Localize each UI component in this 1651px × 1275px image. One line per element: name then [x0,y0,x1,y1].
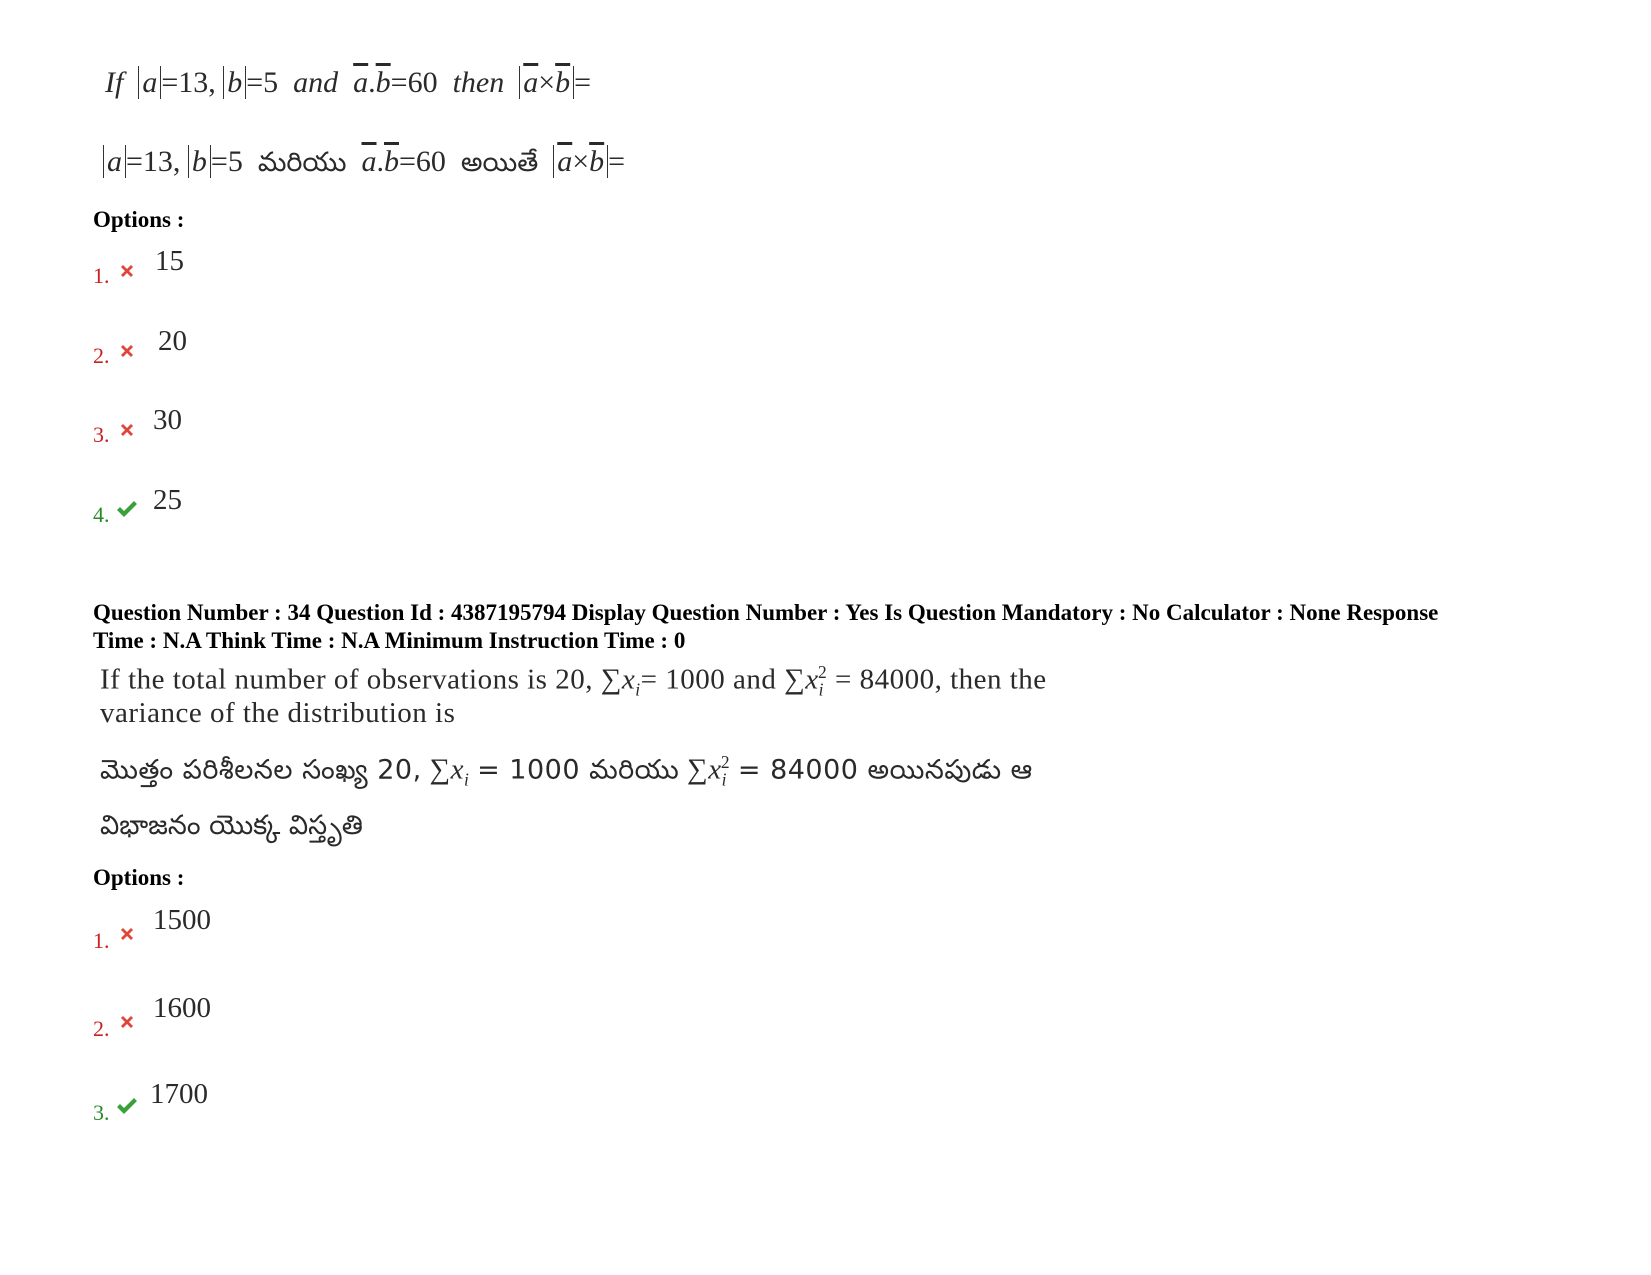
q33-en-dot-sep: . [368,66,376,99]
cross-icon [118,262,136,280]
q34-option-2-value: 1600 [153,992,211,1024]
q34-option-1-value: 1500 [153,904,211,936]
q34-te-x2: x [708,753,722,786]
q33-te-eq3: =60 [399,145,446,178]
q34-option-3-number: 3. [93,1100,110,1125]
q33-te-abs-a [103,145,126,178]
q33-en-eq1: =13, [161,66,216,99]
q33-en-abs-a [138,66,161,99]
q34-question-te-line1 [100,752,1033,793]
q33-en-abs-b [223,66,246,99]
q33-te-eq4: = [608,145,626,178]
q33-en-b: b [227,66,243,99]
q34-question-en-line1 [100,662,1047,700]
q33-en-then: then [452,66,505,99]
check-icon [116,500,138,518]
q34-te-i1: i [464,769,470,790]
q33-te-cross-b: $\overline{b}$ [589,145,605,178]
q33-options-label: Options : [93,207,185,232]
q34-en-sum1: ∑ [600,663,622,696]
q34-te-text-a: మొత్తం పరిశీలనల సంఖ్య 20, [100,754,422,786]
q34-te-i2: i [721,769,727,790]
q34-meta-line2: Time : N.A Think Time : N.A Minimum Instruction Time : 0 [93,628,686,653]
q33-en-and: and [293,66,339,99]
q34-question-te-line2: విభాజనం యొక్క విస్తృతి [100,810,363,841]
q33-en-dot-b: $\overline{b}$ [375,66,391,99]
q33-question-te [103,145,625,185]
q33-option-2-number: 2. [93,343,110,368]
q34-en-x2: x [805,663,819,696]
q33-en-cross-a: $\overline{a}$ [523,66,539,99]
q33-question-en [105,66,591,100]
q34-en-x1: x [621,663,636,696]
q33-te-cross-a: $\overline{a}$ [557,145,573,178]
q33-option-3-value: 30 [153,404,182,436]
q34-en-i2: i [818,679,825,700]
q34-en-sum2: ∑ [784,663,806,696]
q34-option-1-number: 1. [93,928,110,953]
q34-question-en-line2: variance of the distribution is [100,697,456,729]
q33-option-4-value: 25 [153,484,182,516]
q33-te-dot-sep: . [376,145,384,178]
q33-te-then: అయితే [460,147,539,178]
q34-en-i1: i [635,679,641,700]
q34-te-sum1: ∑ [429,753,451,786]
q33-te-eq1: =13, [126,145,181,178]
q33-en-eq3: =60 [390,66,438,99]
q33-option-1-value: 15 [155,245,184,277]
q34-option-3-value: 1700 [150,1078,208,1110]
q34-te-sum2: ∑ [687,753,709,786]
q34-options-label: Options : [93,865,185,890]
q33-te-and: మరియు [257,147,347,178]
q34-meta-line1: Question Number : 34 Question Id : 4387195794 Display Question Number : Yes Is Question Mandatory : No Calculator : None Response [93,600,1439,625]
q33-option-3-number: 3. [93,422,110,447]
cross-icon [118,1013,136,1031]
q33-en-cross-x: × [538,66,556,99]
q33-en-eq2: =5 [246,66,279,99]
q33-te-b: b [191,145,207,178]
q33-te-dot-b: $\overline{b}$ [384,145,399,178]
q34-option-2-number: 2. [93,1016,110,1041]
q33-en-cross-b: $\overline{b}$ [555,66,571,99]
q33-option-2-value: 20 [158,325,187,357]
check-icon [116,1097,138,1115]
cross-icon [118,421,136,439]
q33-te-a: a [107,145,122,178]
q34-en-sq2: 2 [818,662,828,682]
q34-te-x1: x [450,753,464,786]
q33-te-cross-x: × [572,145,590,178]
q33-en-eq4: = [574,66,592,99]
q34-meta [93,599,1593,655]
q34-te-sq2: 2 [720,752,731,772]
q34-te-text-c: = 84000 అయినపుడు ఆ [737,754,1033,786]
q33-en-abs-cross [519,66,574,99]
q34-en-text-a: If the total number of observations is 20, [100,663,593,696]
q34-en-text-c: = 84000, then the [834,663,1047,696]
q33-option-1-number: 1. [93,263,110,288]
q33-te-abs-cross [553,145,608,178]
q33-en-a: a [142,66,158,99]
q33-option-4-number: 4. [93,502,110,527]
cross-icon [118,342,136,360]
q33-en-prefix: If [105,66,124,99]
q34-te-text-b: = 1000 మరియు [477,754,680,786]
q33-en-dot-a: $\overline{a}$ [353,66,369,99]
cross-icon [118,925,136,943]
q34-en-text-b: = 1000 and [640,663,777,696]
q33-te-abs-b [188,145,211,178]
q33-te-dot-a: $\overline{a}$ [361,145,377,178]
q33-te-eq2: =5 [210,145,243,178]
